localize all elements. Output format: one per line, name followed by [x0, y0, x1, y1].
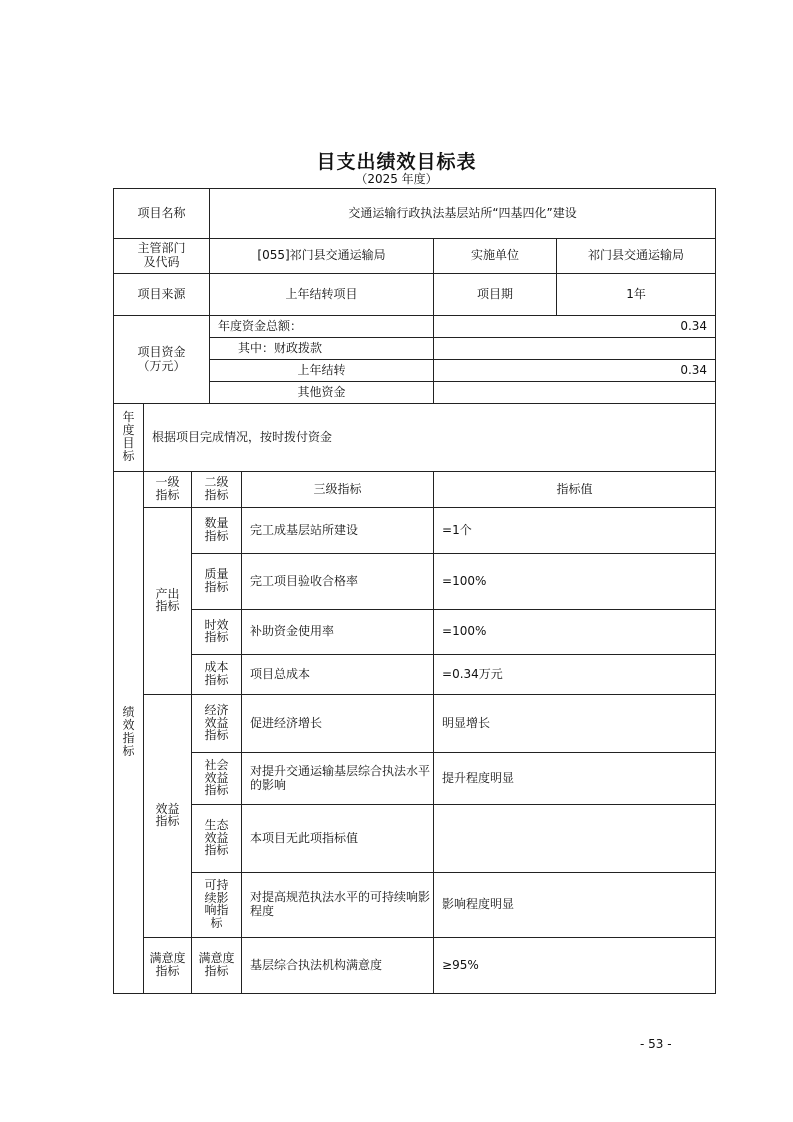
- value-cell: 明显增长: [434, 695, 716, 753]
- page-number: - 53 -: [640, 1037, 672, 1051]
- header-level1: 一级指标: [155, 475, 180, 502]
- value-cell: 影响程度明显: [434, 873, 716, 938]
- group-benefit-label: 效益指标: [155, 801, 180, 829]
- project-name-row: [114, 189, 716, 239]
- value-cell: [434, 805, 716, 873]
- level2-cell: 经济效益指标: [204, 703, 229, 743]
- group-satisfaction-label: 满意度指标: [149, 951, 186, 978]
- annual-goal-row: [114, 404, 716, 472]
- level3-cell: 完工项目验收合格率: [242, 554, 434, 610]
- funds-total-row: [114, 316, 716, 338]
- level3-cell: 补助资金使用率: [242, 610, 434, 655]
- impl-unit-label: 实施单位: [434, 239, 557, 274]
- table-row: [114, 753, 716, 805]
- dept-value: [055]祁门县交通运输局: [210, 239, 434, 274]
- impl-unit-value: 祁门县交通运输局: [557, 239, 716, 274]
- page-subtitle: （2025 年度）: [355, 172, 438, 186]
- funds-other-label: 其他资金: [210, 382, 434, 404]
- value-cell: =0.34万元: [434, 655, 716, 695]
- indicators-section-label: 绩效指标: [122, 704, 135, 759]
- table-row: [114, 655, 716, 695]
- level3-cell: 对提高规范执法水平的可持续响影程度: [242, 873, 434, 938]
- annual-goal-text: 根据项目完成情况，按时拨付资金: [144, 404, 716, 472]
- level2-cell: 成本指标: [204, 660, 229, 687]
- table-row: [114, 695, 716, 753]
- funds-carryover-label: 上年结转: [210, 360, 434, 382]
- table-row: [114, 873, 716, 938]
- funds-other-value: [434, 382, 716, 404]
- value-cell: =100%: [434, 610, 716, 655]
- value-cell: =100%: [434, 554, 716, 610]
- level2-cell: 生态效益指标: [204, 818, 229, 858]
- funds-fiscal-value: [434, 338, 716, 360]
- level3-cell: 项目总成本: [242, 655, 434, 695]
- funds-total-value: 0.34: [434, 316, 716, 338]
- project-name-value: 交通运输行政执法基层站所“四基四化”建设: [210, 189, 716, 239]
- performance-goal-table: [113, 188, 716, 994]
- indicator-header-row: [114, 472, 716, 508]
- value-cell: 提升程度明显: [434, 753, 716, 805]
- level2-cell: 质量指标: [204, 567, 229, 594]
- level3-cell: 基层综合执法机构满意度: [242, 938, 434, 994]
- level3-cell: 促进经济增长: [242, 695, 434, 753]
- annual-goal-label: 年度目标: [122, 409, 135, 464]
- funds-fiscal-label: 其中：财政拨款: [210, 338, 434, 360]
- header-level2: 二级指标: [204, 475, 229, 502]
- funds-total-label: 年度资金总额：: [210, 316, 434, 338]
- header-level3: 三级指标: [242, 472, 434, 508]
- funds-carryover-value: 0.34: [434, 360, 716, 382]
- dept-row: [114, 239, 716, 274]
- level2-cell: 数量指标: [204, 516, 229, 543]
- level2-cell: 满意度指标: [198, 951, 235, 978]
- source-row: [114, 274, 716, 316]
- source-value: 上年结转项目: [210, 274, 434, 316]
- period-label: 项目期: [434, 274, 557, 316]
- period-value: 1年: [557, 274, 716, 316]
- value-cell: =1个: [434, 508, 716, 554]
- table-row: [114, 554, 716, 610]
- level2-cell: 可持续影响指标: [204, 878, 229, 930]
- level3-cell: 本项目无此项指标值: [242, 805, 434, 873]
- funds-label: 项目资金（万元）: [137, 344, 186, 373]
- table-row: [114, 508, 716, 554]
- project-name-label: 项目名称: [114, 189, 210, 239]
- table-row: [114, 938, 716, 994]
- header-value: 指标值: [434, 472, 716, 508]
- level3-cell: 对提升交通运输基层综合执法水平的影响: [242, 753, 434, 805]
- page-title: 目支出绩效目标表: [316, 151, 477, 173]
- table-row: [114, 610, 716, 655]
- group-output-label: 产出指标: [155, 586, 180, 614]
- dept-label: 主管部门及代码: [137, 241, 186, 269]
- level2-cell: 社会效益指标: [204, 758, 229, 798]
- source-label: 项目来源: [114, 274, 210, 316]
- level3-cell: 完工成基层站所建设: [242, 508, 434, 554]
- value-cell: ≥95%: [434, 938, 716, 994]
- level2-cell: 时效指标: [204, 617, 229, 645]
- table-row: [114, 805, 716, 873]
